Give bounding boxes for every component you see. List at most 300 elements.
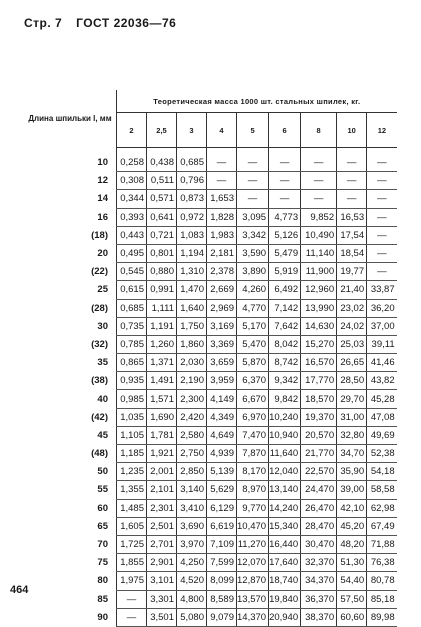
mass-cell: 0,443 [117,226,147,244]
mass-cell: 8,099 [207,572,237,590]
mass-cell: 21,770 [301,445,337,463]
mass-cell: 3,410 [177,499,207,517]
mass-cell: 6,129 [207,499,237,517]
mass-cell: 0,721 [147,226,177,244]
mass-cell: 0,258 [117,154,147,172]
mass-cell: 2,701 [147,535,177,553]
mass-cell: 2,901 [147,554,177,572]
mass-cell: 9,842 [269,390,301,408]
page-header [24,16,186,30]
mass-cell: 1,605 [117,517,147,535]
mass-cell: 5,080 [177,608,207,626]
mass-cell: 1,470 [177,281,207,299]
mass-cell: 32,370 [301,554,337,572]
mass-cell: 3,970 [177,535,207,553]
mass-cell: 54,40 [337,572,367,590]
mass-cell: 1,828 [207,208,237,226]
mass-cell: 13,990 [301,299,337,317]
mass-cell: — [237,154,269,172]
mass-cell: 3,169 [207,317,237,335]
mass-cell: 20,940 [269,608,301,626]
mass-cell: 0,873 [177,190,207,208]
mass-cell: — [367,154,397,172]
mass-cell: 18,740 [269,572,301,590]
length-cell: 65 [97,520,108,532]
mass-cell: 67,49 [367,517,397,535]
mass-cell: 0,438 [147,154,177,172]
mass-cell: 19,77 [337,263,367,281]
mass-cell: 11,900 [301,263,337,281]
table-row [24,299,397,317]
mass-cell: 0,972 [177,208,207,226]
mass-cell: 9,342 [269,372,301,390]
diameter-header: 2 [117,113,147,148]
mass-cell: — [117,590,147,608]
mass-cell: 47,08 [367,408,397,426]
mass-cell: 21,40 [337,281,367,299]
mass-cell: 32,80 [337,426,367,444]
table-row [24,535,397,553]
mass-cell: 0,571 [147,190,177,208]
mass-cell: 3,140 [177,481,207,499]
mass-cell: 58,58 [367,481,397,499]
table-row [24,445,397,463]
mass-cell: 48,20 [337,535,367,553]
mass-cell: 5,139 [207,463,237,481]
mass-cell: 6,970 [237,408,269,426]
length-cell: 80 [97,575,108,587]
mass-cell: 1,725 [117,535,147,553]
mass-cell: 0,735 [117,317,147,335]
mass-cell: 62,98 [367,499,397,517]
mass-cell: 2,301 [147,499,177,517]
length-cell: 90 [97,611,108,623]
length-cell: 75 [97,557,108,569]
mass-cell: 19,370 [301,408,337,426]
mass-cell: — [269,154,301,172]
mass-cell: 4,149 [207,390,237,408]
mass-cell: 1,191 [147,317,177,335]
mass-cell: 4,349 [207,408,237,426]
mass-cell: 2,501 [147,517,177,535]
mass-cell: 3,659 [207,354,237,372]
mass-cell: 4,770 [237,299,269,317]
mass-cell: — [237,190,269,208]
mass-cell: 19,840 [269,590,301,608]
table-row [24,263,397,281]
mass-cell: 0,615 [117,281,147,299]
mass-cell: 6,492 [269,281,301,299]
diameter-header: 5 [237,113,269,148]
table-row [24,499,397,517]
mass-cell: 20,570 [301,426,337,444]
length-cell: (28) [91,302,108,314]
mass-cell: — [337,190,367,208]
mass-cell: 4,250 [177,554,207,572]
mass-cell: 1,781 [147,426,177,444]
mass-cell: — [337,172,367,190]
mass-cell: 28,50 [337,372,367,390]
mass-cell: 1,571 [147,390,177,408]
mass-cell: 4,649 [207,426,237,444]
mass-cell: 2,101 [147,481,177,499]
mass-cell: 1,185 [117,445,147,463]
mass-cell: 2,580 [177,426,207,444]
table-row [24,481,397,499]
mass-cell: 4,939 [207,445,237,463]
mass-cell: — [237,172,269,190]
diameter-header: 12 [367,113,397,148]
mass-cell: 6,370 [237,372,269,390]
mass-cell: 3,095 [237,208,269,226]
mass-cell: 11,140 [301,244,337,262]
mass-cell: 1,310 [177,263,207,281]
mass-cell: 80,78 [367,572,397,590]
mass-cell: 6,670 [237,390,269,408]
mass-cell: 0,985 [117,390,147,408]
mass-cell: 11,640 [269,445,301,463]
table-row [24,390,397,408]
table-row [24,517,397,535]
mass-cell: 1,083 [177,226,207,244]
mass-cell: 8,742 [269,354,301,372]
mass-cell: 2,850 [177,463,207,481]
mass-cell: 2,420 [177,408,207,426]
mass-cell: 52,38 [367,445,397,463]
table-body [24,148,397,627]
mass-cell: 8,970 [237,481,269,499]
mass-cell: 2,190 [177,372,207,390]
length-cell: (18) [91,229,108,241]
mass-cell: 8,042 [269,335,301,353]
mass-cell: 1,111 [147,299,177,317]
table-row [24,335,397,353]
mass-cell: 15,340 [269,517,301,535]
page-number: 464 [10,584,29,596]
mass-cell: — [367,263,397,281]
mass-cell: 2,969 [207,299,237,317]
mass-cell: — [301,190,337,208]
mass-cell: 0,641 [147,208,177,226]
mass-cell: 0,344 [117,190,147,208]
mass-cell: 1,260 [147,335,177,353]
mass-cell: 45,28 [367,390,397,408]
mass-cell: 0,393 [117,208,147,226]
mass-cell: 0,685 [117,299,147,317]
table-row [24,590,397,608]
mass-cell: 1,921 [147,445,177,463]
mass-cell: 0,935 [117,372,147,390]
table-row [24,190,397,208]
mass-cell: 1,105 [117,426,147,444]
mass-cell: 16,570 [301,354,337,372]
mass-cell: 12,040 [269,463,301,481]
mass-cell: 43,82 [367,372,397,390]
mass-cell: 9,852 [301,208,337,226]
mass-cell: 1,983 [207,226,237,244]
mass-cell: 1,860 [177,335,207,353]
mass-cell: 1,371 [147,354,177,372]
mass-cell: 1,653 [207,190,237,208]
mass-cell: 12,960 [301,281,337,299]
mass-cell: 1,235 [117,463,147,481]
mass-cell: 26,65 [337,354,367,372]
table-row [24,244,397,262]
mass-cell: 37,00 [367,317,397,335]
mass-cell: 3,342 [237,226,269,244]
mass-cell: 85,18 [367,590,397,608]
mass-cell: — [301,154,337,172]
mass-cell: — [269,190,301,208]
mass-cell: 14,630 [301,317,337,335]
mass-cell: 0,495 [117,244,147,262]
mass-cell: 28,470 [301,517,337,535]
mass-cell: 35,90 [337,463,367,481]
length-cell: 70 [97,539,108,551]
diameter-header: 8 [301,113,337,148]
mass-cell: 10,490 [301,226,337,244]
mass-cell: 17,770 [301,372,337,390]
mass-cell: — [367,208,397,226]
mass-cell: 17,640 [269,554,301,572]
diameter-header: 4 [207,113,237,148]
length-cell: 14 [97,193,108,205]
mass-cell: 3,369 [207,335,237,353]
mass-cell: — [207,172,237,190]
diameter-header: 2,5 [147,113,177,148]
length-cell: (32) [91,338,108,350]
mass-cell: 38,370 [301,608,337,626]
mass-cell: 2,030 [177,354,207,372]
length-cell: (22) [91,266,108,278]
mass-cell: 3,690 [177,517,207,535]
mass-cell: 0,511 [147,172,177,190]
mass-cell: 57,50 [337,590,367,608]
length-cell: (48) [91,448,108,460]
mass-cell: 2,669 [207,281,237,299]
mass-cell: 3,301 [147,590,177,608]
mass-cell: 30,470 [301,535,337,553]
length-cell: 16 [97,211,108,223]
mass-cell: — [367,190,397,208]
mass-cell: 5,870 [237,354,269,372]
table-row [24,408,397,426]
length-cell: (38) [91,375,108,387]
mass-cell: 36,20 [367,299,397,317]
length-column-header: Длина шпильки l, мм [28,113,112,123]
mass-cell: 4,800 [177,590,207,608]
table-row [24,154,397,172]
mass-cell: 8,170 [237,463,269,481]
length-cell: 50 [97,466,108,478]
mass-cell: 39,11 [367,335,397,353]
mass-cell: 1,975 [117,572,147,590]
mass-cell: 18,570 [301,390,337,408]
mass-cell: 5,126 [269,226,301,244]
length-cell: (42) [91,411,108,423]
mass-table [24,90,397,627]
mass-cell: 29,70 [337,390,367,408]
mass-cell: 3,890 [237,263,269,281]
mass-cell: 0,865 [117,354,147,372]
mass-cell: 10,240 [269,408,301,426]
mass-cell: 36,370 [301,590,337,608]
mass-cell: 4,773 [269,208,301,226]
mass-cell: 5,919 [269,263,301,281]
standard-code: ГОСТ 22036—76 [76,16,177,30]
diameter-header: 6 [269,113,301,148]
mass-cell: 14,370 [237,608,269,626]
mass-cell: 26,470 [301,499,337,517]
length-cell: 85 [97,593,108,605]
mass-cell: 5,629 [207,481,237,499]
mass-cell: 18,54 [337,244,367,262]
mass-cell: 17,54 [337,226,367,244]
mass-cell: 1,640 [177,299,207,317]
mass-cell: 31,00 [337,408,367,426]
table-row [24,554,397,572]
mass-cell: 9,770 [237,499,269,517]
mass-cell: 33,87 [367,281,397,299]
mass-cell: 4,520 [177,572,207,590]
mass-cell: 54,18 [367,463,397,481]
mass-cell: 7,470 [237,426,269,444]
mass-cell: 39,00 [337,481,367,499]
mass-cell: 34,370 [301,572,337,590]
mass-cell: 42,10 [337,499,367,517]
mass-cell: 0,801 [147,244,177,262]
mass-cell: 3,590 [237,244,269,262]
mass-cell: 1,690 [147,408,177,426]
table-row [24,463,397,481]
length-cell: 20 [97,248,108,260]
mass-cell: 6,619 [207,517,237,535]
mass-cell: — [301,172,337,190]
mass-cell: 2,378 [207,263,237,281]
length-cell: 45 [97,429,108,441]
table-row [24,317,397,335]
mass-cell: 11,270 [237,535,269,553]
length-cell: 35 [97,357,108,369]
mass-cell: 71,88 [367,535,397,553]
mass-cell: 7,642 [269,317,301,335]
mass-cell: 0,796 [177,172,207,190]
mass-cell: 1,491 [147,372,177,390]
mass-cell: 13,570 [237,590,269,608]
mass-cell: 0,308 [117,172,147,190]
length-cell: 12 [97,175,108,187]
mass-cell: — [269,172,301,190]
mass-cell: 16,53 [337,208,367,226]
mass-cell: 12,870 [237,572,269,590]
mass-cell: 7,109 [207,535,237,553]
mass-cell: 3,101 [147,572,177,590]
mass-cell: 9,079 [207,608,237,626]
mass-cell: 12,070 [237,554,269,572]
table-row [24,372,397,390]
mass-cell: 1,485 [117,499,147,517]
mass-cell: 0,545 [117,263,147,281]
table-row [24,226,397,244]
length-cell: 60 [97,502,108,514]
table-row [24,172,397,190]
mass-cell: 2,300 [177,390,207,408]
mass-cell: 60,60 [337,608,367,626]
diameter-header: 10 [337,113,367,148]
table-row [24,354,397,372]
mass-cell: 22,570 [301,463,337,481]
mass-cell: 3,501 [147,608,177,626]
mass-cell: 0,785 [117,335,147,353]
mass-cell: 41,46 [367,354,397,372]
mass-cell: 1,035 [117,408,147,426]
mass-cell: 0,991 [147,281,177,299]
mass-cell: 51,30 [337,554,367,572]
mass-cell: — [367,226,397,244]
mass-cell: 15,270 [301,335,337,353]
mass-cell: — [367,172,397,190]
mass-cell: 1,194 [177,244,207,262]
mass-cell: 2,750 [177,445,207,463]
mass-cell: — [117,608,147,626]
mass-cell: 24,02 [337,317,367,335]
mass-cell: 8,589 [207,590,237,608]
length-cell: 25 [97,284,108,296]
mass-cell: 45,20 [337,517,367,535]
mass-cell: 2,181 [207,244,237,262]
mass-cell: 25,03 [337,335,367,353]
length-cell: 40 [97,393,108,405]
length-cell: 30 [97,320,108,332]
mass-cell: 1,355 [117,481,147,499]
table-row [24,208,397,226]
length-cell: 55 [97,484,108,496]
table-row [24,426,397,444]
mass-cell: 49,69 [367,426,397,444]
mass-cell: 3,959 [207,372,237,390]
mass-cell: 89,98 [367,608,397,626]
table-row [24,281,397,299]
mass-cell: 16,440 [269,535,301,553]
mass-cell: 76,38 [367,554,397,572]
mass-cell: 0,880 [147,263,177,281]
diameter-header: 3 [177,113,207,148]
mass-cell: 13,140 [269,481,301,499]
mass-cell: 2,001 [147,463,177,481]
mass-cell: 5,479 [269,244,301,262]
length-cell: 10 [97,157,108,169]
mass-cell: 4,260 [237,281,269,299]
mass-cell: 1,855 [117,554,147,572]
mass-cell: 5,170 [237,317,269,335]
mass-cell: — [337,154,367,172]
mass-cell: — [207,154,237,172]
mass-cell: 10,470 [237,517,269,535]
mass-cell: 5,470 [237,335,269,353]
mass-cell: 0,685 [177,154,207,172]
mass-cell: 1,750 [177,317,207,335]
mass-cell: 7,870 [237,445,269,463]
mass-cell: 34,70 [337,445,367,463]
mass-cell: 14,240 [269,499,301,517]
mass-cell: 7,142 [269,299,301,317]
page-label: Стр. 7 [24,16,63,30]
table-row [24,572,397,590]
mass-cell: — [367,244,397,262]
mass-group-header: Теоретическая масса 1000 шт. стальных шпилек, кг. [117,90,397,113]
table-row [24,608,397,626]
mass-cell: 23,02 [337,299,367,317]
